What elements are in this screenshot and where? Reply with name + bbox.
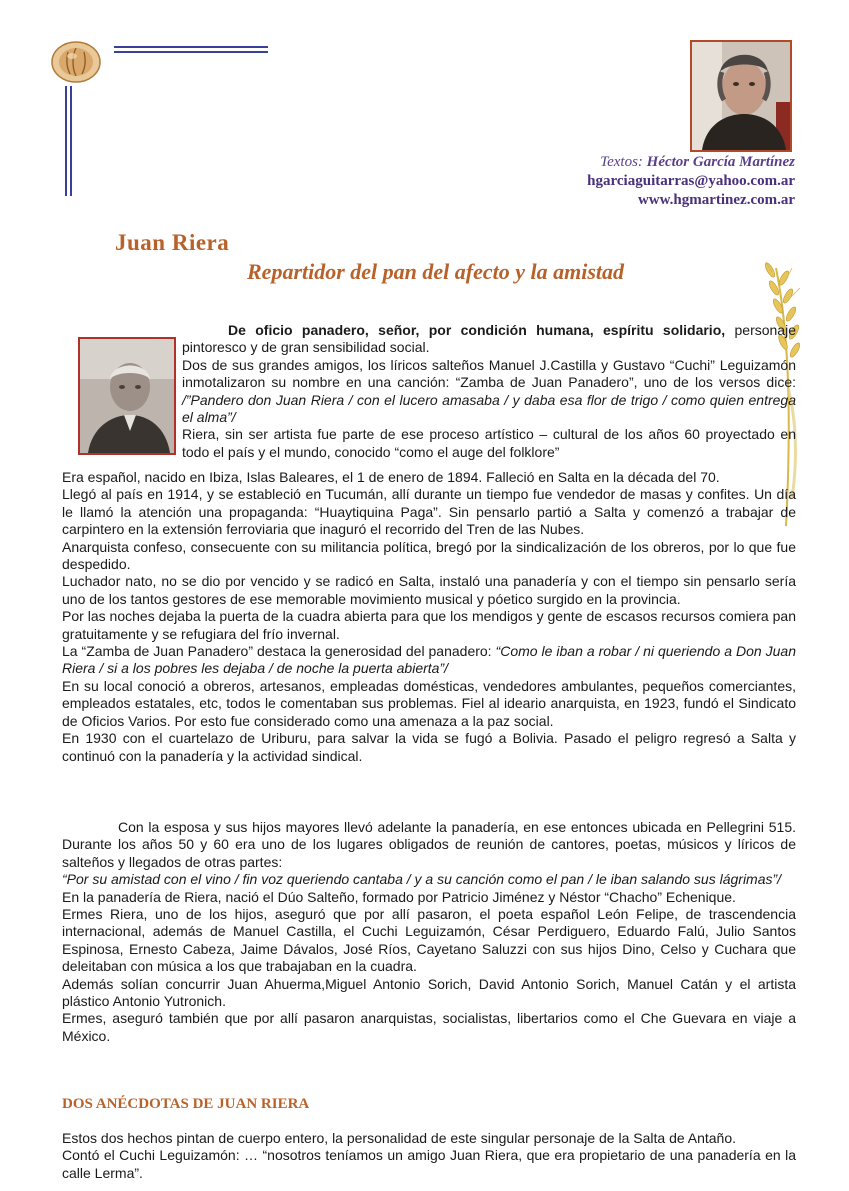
body2-paragraph-6: Ermes, aseguró también que por allí pasaron anarquistas, socialistas, libertarios como el Che Guevara en viaje a México. bbox=[62, 1010, 796, 1044]
intro-text bbox=[182, 322, 796, 461]
intro-lead: De oficio panadero, señor, por condición humana, espíritu solidario, bbox=[228, 322, 726, 338]
body-section-2 bbox=[62, 819, 796, 1045]
body3-paragraph-2: Contó el Cuchi Leguizamón: … “nosotros teníamos un amigo Juan Riera, que era propietario de una panadería en la calle Lerma”. bbox=[62, 1147, 796, 1181]
body1-paragraph-2: Llegó al país en 1914, y se estableció en Tucumán, allí durante un tiempo fue vendedor de masas y confites. Un día le llamó la atención una propaganda: “Huaytiquina Paga”. Sin pensarlo partió a Salta y comenzó a trabajar de carpintero en la extensión ferroviaria que inaguró el recorrido del Tren de las Nubes. bbox=[62, 486, 796, 538]
body1-p6-text: La “Zamba de Juan Panadero” destaca la generosidad del panadero: bbox=[62, 643, 496, 660]
body2-quote: “Por su amistad con el vino / fin voz queriendo cantaba / y a su canción como el pan / le iban salando sus lágrimas”/ bbox=[62, 871, 782, 888]
body1-paragraph-3: Anarquista confeso, consecuente con su militancia política, bregó por la sindicalización de los obreros, por lo que fue despedido. bbox=[62, 538, 796, 573]
body1-paragraph-8: En 1930 con el cuartelazo de Uriburu, para salvar la vida se fugó a Bolivia. Pasado el peligro regresó a Salta y continuó con la panadería y la actividad sindical. bbox=[62, 730, 796, 764]
body3-paragraph-1: Estos dos hechos pintan de cuerpo entero, la personalidad de este singular personaje de la Salta de Antaño. bbox=[62, 1130, 737, 1146]
body1-p6-quote: “Como le iban a robar / ni queriendo a Don Juan Riera / si a los pobres les dejaba / de noche la puerta abierta”/ bbox=[62, 643, 796, 677]
body-section-3 bbox=[62, 1130, 796, 1182]
intro-paragraph-2 bbox=[182, 357, 796, 427]
credits-label: Textos: bbox=[600, 154, 643, 170]
credits-email[interactable]: hgarciaguitarras@yahoo.com.ar bbox=[587, 173, 795, 189]
intro-p1-rest: personaje pintoresco y de gran sensibilidad social. bbox=[182, 322, 796, 356]
author-credits bbox=[587, 153, 795, 210]
body2-paragraph-4: Ermes Riera, uno de los hijos, aseguró que por allí pasaron, el poeta español León Felipe, de trascendencia internacional, además de Manuel Castilla, el Cuchi Leguizamón, César Perdiguero, Eduardo Falú, Julio Santos Espinosa, Ernesto Cabeza, Jaime Dávalos, José Ríos, Cayetano Saluzzi con sus hijos Dino, Celso y Cuchara que deleitaban con música a los que trabajaban en la cuadra. bbox=[62, 906, 796, 975]
body1-paragraph-7: En su local conoció a obreros, artesanos, empleadas domésticas, vendedores ambulantes, pequeños comerciantes, empleados estatales, etc, todos le comentaban sus problemas. Fiel al ideario anarquista, en 1923, fundó el Sindicato de Oficios Varios. Por esto fue considerado como una amenaza a la paz social. bbox=[62, 677, 796, 729]
intro-paragraph-3: Riera, sin ser artista fue parte de ese proceso artístico – cultural de los años 60 proyectado en todo el país y el mundo, conocido “como el auge del folklore” bbox=[182, 426, 796, 460]
bread-bun-icon bbox=[50, 38, 102, 84]
body-section-1 bbox=[62, 469, 796, 765]
intro-paragraph-1 bbox=[182, 322, 796, 357]
credits-website[interactable]: www.hgmartinez.com.ar bbox=[637, 192, 795, 208]
author-photo bbox=[690, 40, 792, 152]
body1-paragraph-1: Era español, nacido en Ibiza, Islas Baleares, el 1 de enero de 1894. Falleció en Salta en la década del 70. bbox=[62, 469, 720, 485]
body2-paragraph-1: Con la esposa y sus hijos mayores llevó adelante la panadería, en ese entonces ubicada en Pellegrini 515. Durante los años 50 y 60 era uno de los lugares obligados de reunión de cantores, poetas, músicos y líricos de salteños y llegados de otras partes: bbox=[62, 819, 796, 870]
intro-p2-text: Dos de sus grandes amigos, los líricos salteños Manuel J.Castilla y Gustavo “Cuchi” Leguizamón inmotalizaron su nombre en una canción: “Zamba de Juan Panadero”, uno de los versos dice: bbox=[182, 356, 796, 391]
body1-paragraph-5: Por las noches dejaba la puerta de la cuadra abierta para que los mendigos y gente de escasos recursos comiera pan gratuitamente y se refugiara del frío invernal. bbox=[62, 608, 796, 642]
body2-paragraph-5: Además solían concurrir Juan Ahuerma,Miguel Antonio Sorich, David Antonio Sorich, Manuel Catán y el artista plástico Antonio Yutronich. bbox=[62, 975, 796, 1010]
credits-author: Héctor García Martínez bbox=[646, 154, 795, 170]
intro-p2-quote: /”Pandero don Juan Riera / con el lucero amasaba / y daba esa flor de trigo / como quien entrega el alma”/ bbox=[182, 391, 796, 426]
section-heading: DOS ANÉCDOTAS DE JUAN RIERA bbox=[62, 1096, 310, 1112]
juan-riera-portrait bbox=[78, 337, 176, 455]
article-title: Juan Riera bbox=[115, 230, 230, 255]
body1-paragraph-6 bbox=[62, 643, 796, 678]
article-subtitle: Repartidor del pan del afecto y la amistad bbox=[247, 259, 625, 284]
body1-paragraph-4: Luchador nato, no se dio por vencido y se radicó en Salta, instaló una panadería y con el tiempo sin pensarlo sería uno de los tantos gestores de ese memorable movimiento musical y póetico surgido en la provincia. bbox=[62, 573, 796, 607]
body2-paragraph-3: En la panadería de Riera, nació el Dúo Salteño, formado por Patricio Jiménez y Néstor “Chacho” Echenique. bbox=[62, 888, 736, 905]
